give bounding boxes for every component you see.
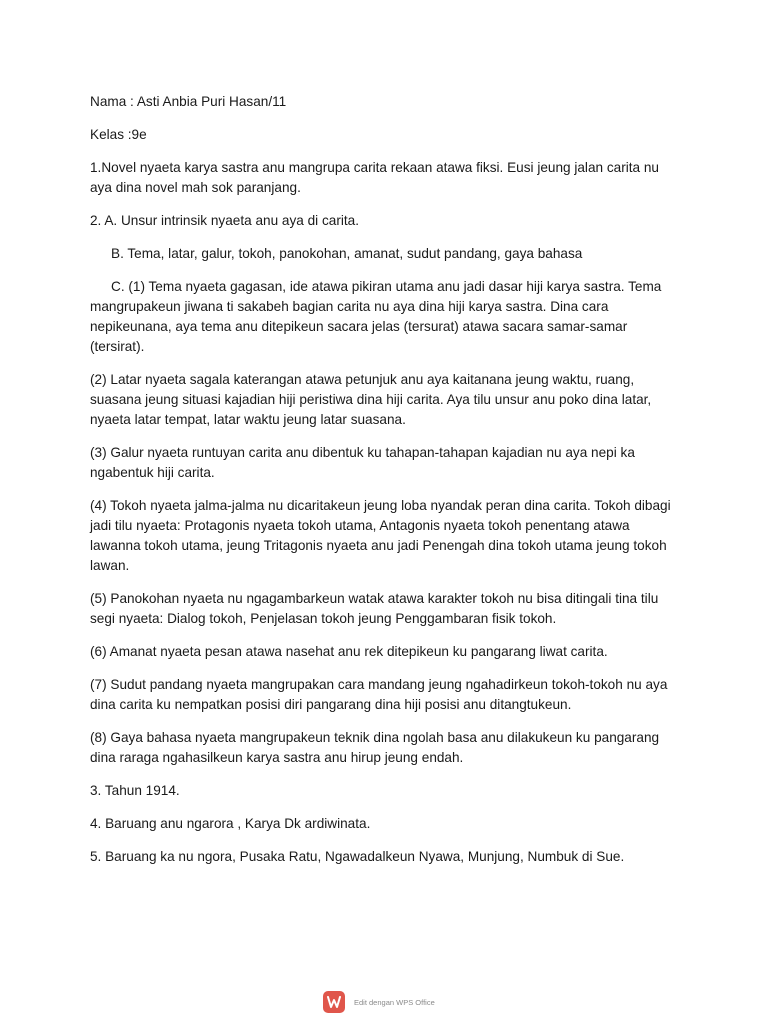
answer-2c-item-7: (7) Sudut pandang nyaeta mangrupakan cara mandang jeung ngahadirkeun tokoh-tokoh nu aya dina carita ku nempatkan posisi diri pangarang dina hiji posisi anu ditangtukeun. (90, 677, 668, 712)
wps-watermark-text: Edit dengan WPS Office (354, 997, 435, 1007)
answer-2c-item-8: (8) Gaya bahasa nyaeta mangrupakeun teknik dina ngolah basa anu dilakukeun ku pangarang dina raraga ngahasilkeun karya sastra anu hirup jeung endah. (90, 730, 660, 765)
answer-2c-item-4: (4) Tokoh nyaeta jalma-jalma nu dicaritakeun jeung loba nyandak peran dina carita. Tokoh dibagi jadi tilu nyaeta: Protagonis nyaeta tokoh utama, Antagonis nyaeta tokoh penentang atawa lawanna tokoh utama, jeung Tritagonis nyaeta anu jadi Penengah dina tokoh utama jeung tokoh lawan. (90, 498, 671, 573)
answer-3: 3. Tahun 1914. (90, 783, 180, 798)
answer-2c-item-5: (5) Panokohan nyaeta nu ngagambarkeun watak atawa karakter tokoh nu bisa ditingali tina tilu segi nyaeta: Dialog tokoh, Penjelasan tokoh jeung Penggambaran fisik tokoh. (90, 591, 659, 626)
answer-2c-item-3: (3) Galur nyaeta runtuyan carita anu dibentuk ku tahapan-tahapan kajadian nu aya nepi ka ngabentuk hiji carita. (90, 445, 635, 480)
answer-1: 1.Novel nyaeta karya sastra anu mangrupa carita rekaan atawa fiksi. Eusi jeung jalan carita nu aya dina novel mah sok paranjang. (90, 160, 659, 195)
student-class: Kelas :9e (90, 127, 147, 142)
wps-w-glyph (327, 996, 341, 1008)
answer-5: 5. Baruang ka nu ngora, Pusaka Ratu, Ngawadalkeun Nyawa, Munjung, Numbuk di Sue. (90, 849, 625, 864)
answer-2c (90, 277, 680, 357)
answer-4: 4. Baruang anu ngarora , Karya Dk ardiwinata. (90, 816, 371, 831)
answer-2c-item-2: (2) Latar nyaeta sagala katerangan atawa petunjuk anu aya kaitanana jeung waktu, ruang, suasana jeung situasi kajadian hiji peristiwa dina hiji carita. Aya tilu unsur anu poko dina latar, nyaeta latar tempat, latar waktu jeung latar suasana. (90, 372, 652, 427)
student-name: Nama : Asti Anbia Puri Hasan/11 (90, 94, 287, 109)
answer-2c-text: C. (1) Tema nyaeta gagasan, ide atawa pikiran utama anu jadi dasar hiji karya sastra. Tema mangrupakeun jiwana ti sakabeh bagian carita nu aya dina hiji karya sastra. Dina cara nepikeunana, aya tema anu ditepikeun sacara jelas (tersurat) atawa sacara samar-samar (tersirat). (90, 279, 662, 354)
wps-office-icon (323, 991, 345, 1013)
document-body (90, 92, 680, 880)
answer-2a: 2. A. Unsur intrinsik nyaeta anu aya di carita. (90, 213, 359, 228)
answer-2b: B. Tema, latar, galur, tokoh, panokohan, amanat, sudut pandang, gaya bahasa (111, 246, 583, 261)
answer-2c-item-6: (6) Amanat nyaeta pesan atawa nasehat anu rek ditepikeun ku pangarang liwat carita. (90, 644, 608, 659)
wps-watermark[interactable] (323, 990, 435, 1014)
